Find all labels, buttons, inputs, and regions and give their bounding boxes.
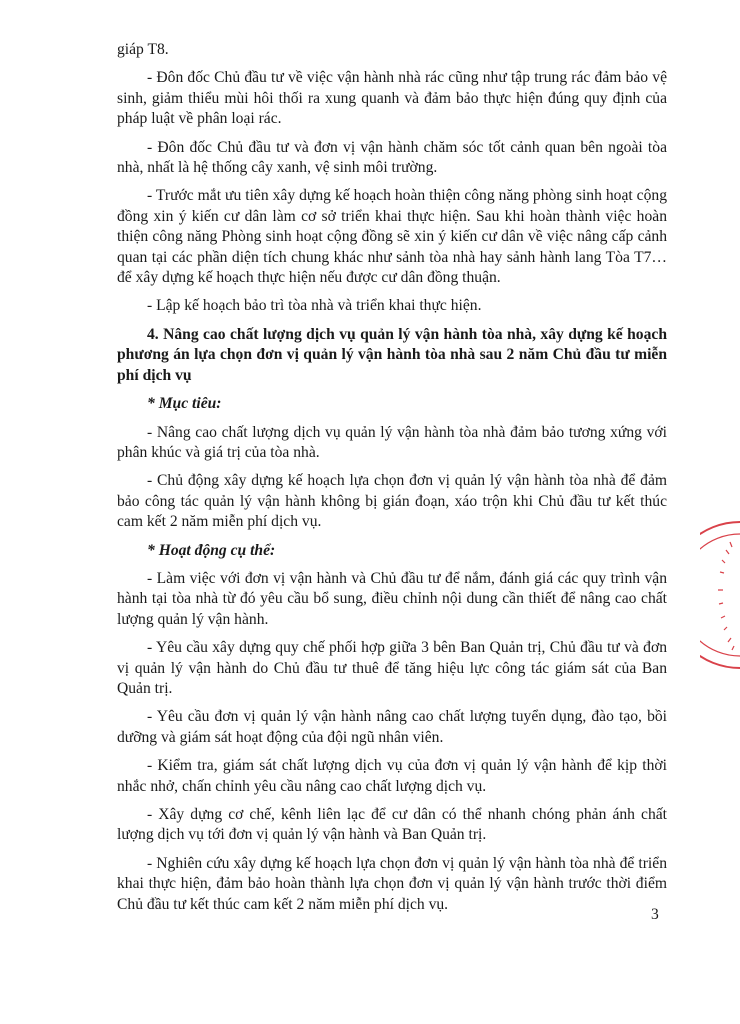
paragraph: - Yêu cầu xây dựng quy chế phối hợp giữa 3 bên Ban Quản trị, Chủ đầu tư và đơn vị quản lý vận hành do Chủ đầu tư thuê để tăng hiệu lực công tác giám sát của Ban Quản trị.: [117, 639, 667, 697]
paragraph: giáp T8.: [117, 41, 169, 58]
paragraph: - Nghiên cứu xây dựng kế hoạch lựa chọn đơn vị quản lý vận hành tòa nhà để triển khai thực hiện, đảm bảo hoàn thành lựa chọn đơn vị quản lý vận hành trước thời điểm Chủ đầu tư kết thúc cam kết 2 năm miễn phí dịch vụ.: [117, 854, 667, 913]
paragraph: - Đôn đốc Chủ đầu tư về việc vận hành nhà rác cũng như tập trung rác đảm bảo vệ sinh, giảm thiểu mùi hôi thối ra xung quanh và đảm bảo thực hiện đúng quy định của pháp luật về phân loại rác.: [117, 69, 667, 128]
section-heading: 4. Nâng cao chất lượng dịch vụ quản lý vận hành tòa nhà, xây dựng kế hoạch phương án lựa chọn đơn vị quản lý vận hành tòa nhà sau 2 năm Chủ đầu tư miễn phí dịch vụ: [117, 325, 667, 384]
paragraph: - Lập kế hoạch bảo trì tòa nhà và triển khai thực hiện.: [147, 297, 482, 315]
paragraph: - Xây dựng cơ chế, kênh liên lạc để cư dân có thể nhanh chóng phản ánh chất lượng dịch vụ tới đơn vị quản lý vận hành và Ban Quản trị.: [117, 806, 667, 844]
red-stamp-fragment: [700, 520, 740, 670]
paragraph: - Nâng cao chất lượng dịch vụ quản lý vận hành tòa nhà đảm bảo tương xứng với phân khúc và giá trị của tòa nhà.: [117, 423, 667, 461]
paragraph: - Đôn đốc Chủ đầu tư và đơn vị vận hành chăm sóc tốt cảnh quan bên ngoài tòa nhà, nhất là hệ thống cây xanh, vệ sinh môi trường.: [117, 138, 667, 177]
subsection-heading: * Hoạt động cụ thể:: [147, 541, 276, 559]
paragraph: - Yêu cầu đơn vị quản lý vận hành nâng cao chất lượng tuyển dụng, đào tạo, bồi dưỡng và giám sát hoạt động của đội ngũ nhân viên.: [117, 708, 667, 746]
page-number: 3: [651, 906, 659, 923]
document-body: [117, 40, 667, 923]
paragraph: - Kiểm tra, giám sát chất lượng dịch vụ của đơn vị quản lý vận hành để kịp thời nhắc nhở, chấn chỉnh yêu cầu nâng cao chất lượng dịch vụ.: [117, 757, 667, 795]
paragraph: - Trước mắt ưu tiên xây dựng kế hoạch hoàn thiện công năng phòng sinh hoạt cộng đồng xin ý kiến cư dân làm cơ sở triển khai thực hiện. Sau khi hoàn thành việc hoàn thiện công năng Phòng sinh hoạt cộng đồng sẽ xin ý kiến cư dân về việc nâng cấp cảnh quan tại các phần diện tích chung khác như sảnh tòa nhà hay sảnh hành lang Tòa T7… để xây dựng kế hoạch thực hiện nếu được cư dân đồng thuận.: [117, 187, 667, 287]
subsection-heading: * Mục tiêu:: [147, 395, 222, 413]
paragraph: - Chủ động xây dựng kế hoạch lựa chọn đơn vị quản lý vận hành tòa nhà để đảm bảo công tác quản lý vận hành không bị gián đoạn, xáo trộn khi Chủ đầu tư kết thúc cam kết 2 năm miễn phí dịch vụ.: [117, 472, 667, 531]
paragraph: - Làm việc với đơn vị vận hành và Chủ đầu tư để nắm, đánh giá các quy trình vận hành tại tòa nhà từ đó yêu cầu bổ sung, điều chỉnh nội dung cần thiết để nâng cao chất lượng quản lý vận hành.: [117, 569, 667, 628]
